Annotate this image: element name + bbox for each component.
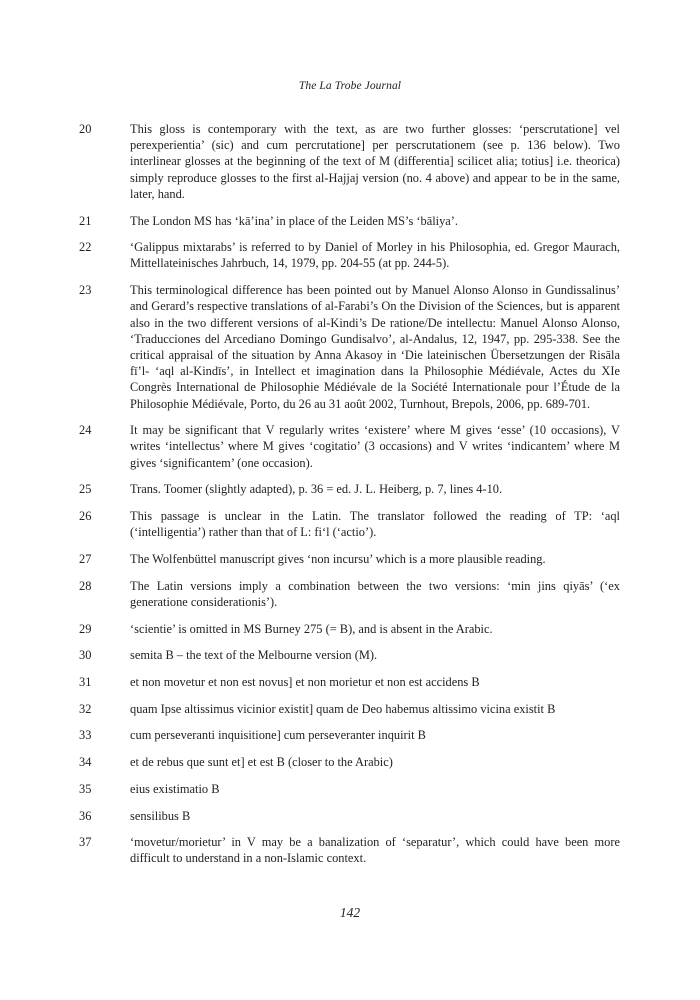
endnote-number: 20 xyxy=(79,122,92,136)
endnote xyxy=(79,727,620,743)
endnote xyxy=(79,551,620,567)
endnote-number: 21 xyxy=(79,213,92,228)
endnote-number: 31 xyxy=(79,674,92,689)
endnote-text: ‘movetur/morietur’ in V may be a banalization of ‘separatur’, which could have been more difficult to understand in a non-Islamic context. xyxy=(130,835,620,866)
endnote-text: quam Ipse altissimus vicinior existit] quam de Deo habemus altissimo vicina existit B xyxy=(130,701,556,716)
endnote xyxy=(79,674,620,690)
endnote-number: 37 xyxy=(79,835,92,850)
endnote-text: et non movetur et non est novus] et non morietur et non est accidens B xyxy=(130,674,480,689)
endnote-number: 30 xyxy=(79,648,92,663)
endnote xyxy=(79,754,620,770)
endnote-number: 28 xyxy=(79,578,92,593)
endnote-text: The Latin versions imply a combination between the two versions: ‘min jins qiyās’ (‘ex generatione considerationis’). xyxy=(130,578,620,609)
endnote-number: 27 xyxy=(79,551,92,566)
endnote-text: et de rebus que sunt et] et est B (closer to the Arabic) xyxy=(130,755,393,770)
endnote-text: Trans. Toomer (slightly adapted), p. 36 = ed. J. L. Heiberg, p. 7, lines 4-10. xyxy=(130,482,503,497)
running-head: The La Trobe Journal xyxy=(298,80,402,92)
endnotes xyxy=(79,121,620,877)
endnote xyxy=(79,213,620,229)
endnote-text: ‘scientie’ is omitted in MS Burney 275 (= B), and is absent in the Arabic. xyxy=(130,621,493,636)
endnote xyxy=(79,701,620,717)
endnote-number: 35 xyxy=(79,781,92,796)
endnote-text: ‘Galippus mixtarabs’ is referred to by Daniel of Morley in his Philosophia, ed. Gregor Maurach, Mittellateinisches Jahrbuch, 14, 1979, pp. 204-55 (at pp. 244-5). xyxy=(130,240,620,271)
endnote-number: 34 xyxy=(79,755,92,770)
endnote xyxy=(79,781,620,797)
endnote-number: 22 xyxy=(79,240,92,255)
endnote-number: 23 xyxy=(79,283,92,298)
endnote-text: This passage is unclear in the Latin. The translator followed the reading of TP: ‘aql (‘intelligentia’) rather than that of L: fi‘l (‘actio’). xyxy=(130,509,620,540)
endnote xyxy=(79,239,620,271)
endnote-text: This gloss is contemporary with the text, as are two further glosses: ‘perscrutatione] vel perexperientia’ (sic) and cum percrutatione] per perscrutationem (see p. 136 below). Two interlinear glosses at the beginning of the text of M (differentia] scilicet alia; totius] i.e. theorica) simply reproduce glosses to the first al-Hajjaj version (no. 4 above) and appear to be in the same, later, hand. xyxy=(130,122,620,201)
endnote xyxy=(79,481,620,497)
endnote-number: 25 xyxy=(79,482,92,497)
endnote-number: 24 xyxy=(79,423,92,438)
endnote-text: eius existimatio B xyxy=(130,781,220,796)
endnote-text: The Wolfenbüttel manuscript gives ‘non incursu’ which is a more plausible reading. xyxy=(130,551,546,566)
endnote-number: 33 xyxy=(79,728,92,743)
endnote xyxy=(79,647,620,663)
endnote xyxy=(79,508,620,540)
endnote-text: This terminological difference has been pointed out by Manuel Alonso Alonso in Gundissalinus’ and Gerard’s respective translations of al-Farabi’s On the Division of the Sciences, but is apparent also in the two different versions of al-Kindi’s De ratione/De intellectu: Manuel Alonso Alonso, ‘Traducciones del Arcediano Domingo Gundisalvo’, al-Andalus, 12, 1947, pp. 295-338. See the critical appraisal of the situation by Anna Akasoy in ‘Die lateinischen Übersetzungen der Risāla fī’l- ‘aql al-Kindīs’, in Intellect et imagination dans la Philosophie Médiévale, Actes du XIe Congrès International de Philosophie Médiévale de la Société Internationale pour l’Étude de la Philosophie Médiévale, Porto, du 26 au 31 août 2002, Turnhout, Brepols, 2006, pp. 689-701. xyxy=(130,283,620,411)
endnote-text: The London MS has ‘kā’ina’ in place of the Leiden MS’s ‘bāliya’. xyxy=(130,213,459,228)
endnote-text: cum perseveranti inquisitione] cum perseveranter inquirit B xyxy=(130,728,426,743)
endnote xyxy=(79,121,620,202)
endnote-text: sensilibus B xyxy=(130,808,191,823)
page-number: 142 xyxy=(339,905,361,920)
endnote-number: 26 xyxy=(79,509,92,524)
endnote xyxy=(79,834,620,866)
endnote-text: semita B – the text of the Melbourne version (M). xyxy=(130,648,378,663)
endnote xyxy=(79,578,620,610)
endnote-number: 32 xyxy=(79,701,92,716)
endnote-number: 36 xyxy=(79,808,92,823)
endnote-text: It may be significant that V regularly writes ‘existere’ where M gives ‘esse’ (10 occasions), V writes ‘intellectus’ where M gives ‘cogitatio’ (3 occasions) and V writes ‘indicantem’ where M gives ‘significantem’ (one occasion). xyxy=(130,423,620,470)
endnote-number: 29 xyxy=(79,621,92,636)
endnote xyxy=(79,808,620,824)
endnote xyxy=(79,282,620,412)
endnote xyxy=(79,422,620,471)
endnote xyxy=(79,621,620,637)
